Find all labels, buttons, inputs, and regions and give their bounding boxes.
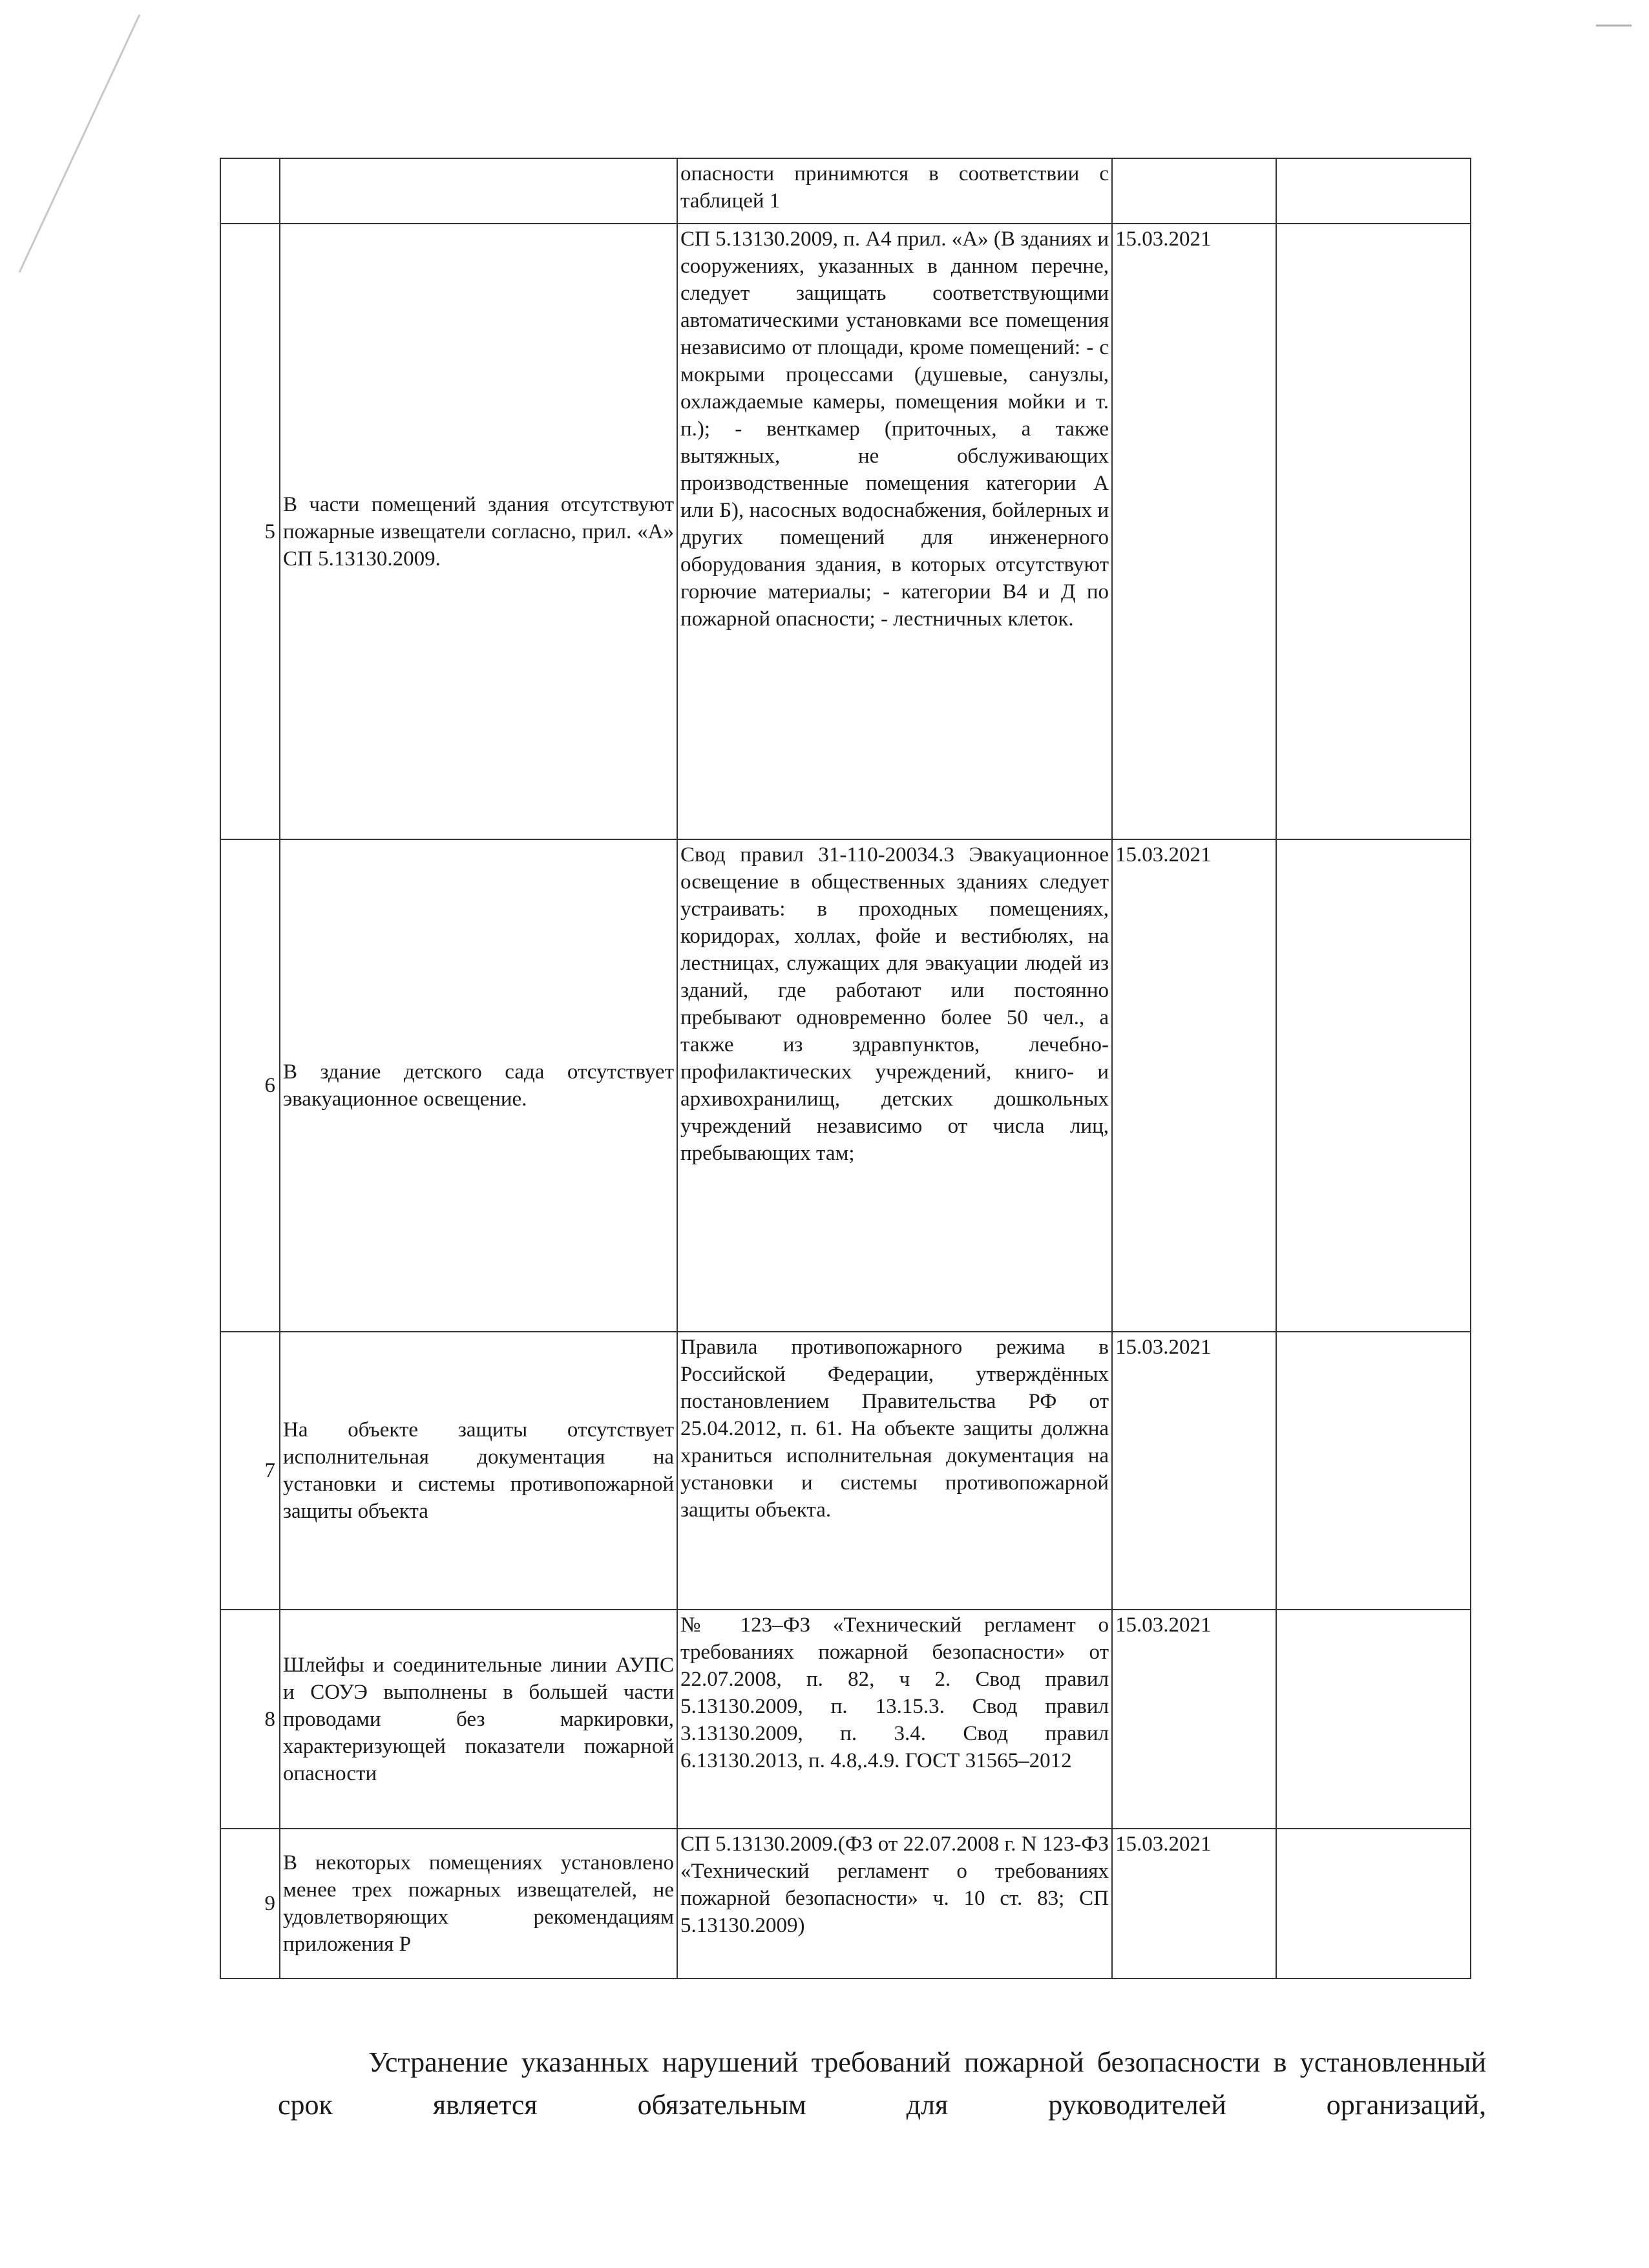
deadline-date: 15.03.2021: [1112, 1610, 1276, 1829]
violation-description: Шлейфы и соединительные линии АУПС и СОУЭ выполнены в большей части проводами без маркировки, характеризующей показатели пожарной опасности: [280, 1610, 677, 1829]
scan-corner-mark: [1596, 25, 1632, 26]
responsible-cell: [1276, 224, 1471, 839]
table-row: [220, 1610, 1471, 1829]
violation-description: В некоторых помещениях установлено менее трех пожарных извещателей, не удовлетворяющих рекомендациям приложения Р: [280, 1829, 677, 1979]
row-number: 9: [220, 1829, 280, 1979]
row-number: [220, 158, 280, 224]
violation-description: В здание детского сада отсутствует эвакуационное освещение.: [280, 839, 677, 1332]
responsible-cell: [1276, 1829, 1471, 1979]
violated-norm: СП 5.13130.2009.(ФЗ от 22.07.2008 г. N 123-ФЗ «Технический регламент о требованиях пожарной безопасности» ч. 10 ст. 83; СП 5.13130.2009): [677, 1829, 1112, 1979]
responsible-cell: [1276, 1332, 1471, 1610]
deadline-date: 15.03.2021: [1112, 839, 1276, 1332]
table-row: [220, 158, 1471, 224]
table-row: [220, 224, 1471, 839]
closing-paragraph: Устранение указанных нарушений требований пожарной безопасности в установленный срок является обязательным для руководителей организаций,: [278, 2046, 1486, 2121]
violation-description: В части помещений здания отсутствуют пожарные извещатели согласно, прил. «А» СП 5.13130.2009.: [280, 224, 677, 839]
violation-description: [280, 158, 677, 224]
responsible-cell: [1276, 839, 1471, 1332]
deadline-date: [1112, 158, 1276, 224]
row-number: 5: [220, 224, 280, 839]
violated-norm: Правила противопожарного режима в Российской Федерации, утверждённых постановлением Правительства РФ от 25.04.2012, п. 61. На объекте защиты должна храниться исполнительная документация на установки и системы противопожарной защиты объекта.: [677, 1332, 1112, 1610]
violations-table: [220, 158, 1471, 1979]
table-row: [220, 1332, 1471, 1610]
responsible-cell: [1276, 1610, 1471, 1829]
deadline-date: 15.03.2021: [1112, 1829, 1276, 1979]
row-number: 7: [220, 1332, 280, 1610]
responsible-cell: [1276, 158, 1471, 224]
violated-norm: Свод правил 31-110-20034.3 Эвакуационное освещение в общественных зданиях следует устраивать: в проходных помещениях, коридорах, холлах, фойе и вестибюлях, на лестницах, служащих для эвакуации людей из зданий, где работают или постоянно пребывают одновременно более 50 чел., а также из здравпунктов, лечебно-профилактических учреждений, книго- и архивохранилищ, детских дошкольных учреждений независимо от числа лиц, пребывающих там;: [677, 839, 1112, 1332]
violated-norm: № 123–ФЗ «Технический регламент о требованиях пожарной безопасности» от 22.07.2008, п. 82, ч 2. Свод правил 5.13130.2009, п. 13.15.3. Свод правил 3.13130.2009, п. 3.4. Свод правил 6.13130.2013, п. 4.8,.4.9. ГОСТ 31565–2012: [677, 1610, 1112, 1829]
violation-description: На объекте защиты отсутствует исполнительная документация на установки и системы противопожарной защиты объекта: [280, 1332, 677, 1610]
violated-norm: СП 5.13130.2009, п. А4 прил. «А» (В зданиях и сооружениях, указанных в данном перечне, следует защищать соответствующими автоматическими установками все помещения независимо от площади, кроме помещений: - с мокрыми процессами (душевые, санузлы, охлаждаемые камеры, помещения мойки и т. п.); - венткамер (приточных, а также вытяжных, не обслуживающих производственные помещения категории А или Б), насосных водоснабжения, бойлерных и других помещений для инженерного оборудования здания, в которых отсутствуют горючие материалы; - категории В4 и Д по пожарной опасности; - лестничных клеток.: [677, 224, 1112, 839]
row-number: 8: [220, 1610, 280, 1829]
deadline-date: 15.03.2021: [1112, 1332, 1276, 1610]
table-row: [220, 839, 1471, 1332]
deadline-date: 15.03.2021: [1112, 224, 1276, 839]
row-number: 6: [220, 839, 280, 1332]
table-row: [220, 1829, 1471, 1979]
violated-norm: опасности принимются в соответствии с таблицей 1: [677, 158, 1112, 224]
scan-streak: [19, 14, 141, 273]
